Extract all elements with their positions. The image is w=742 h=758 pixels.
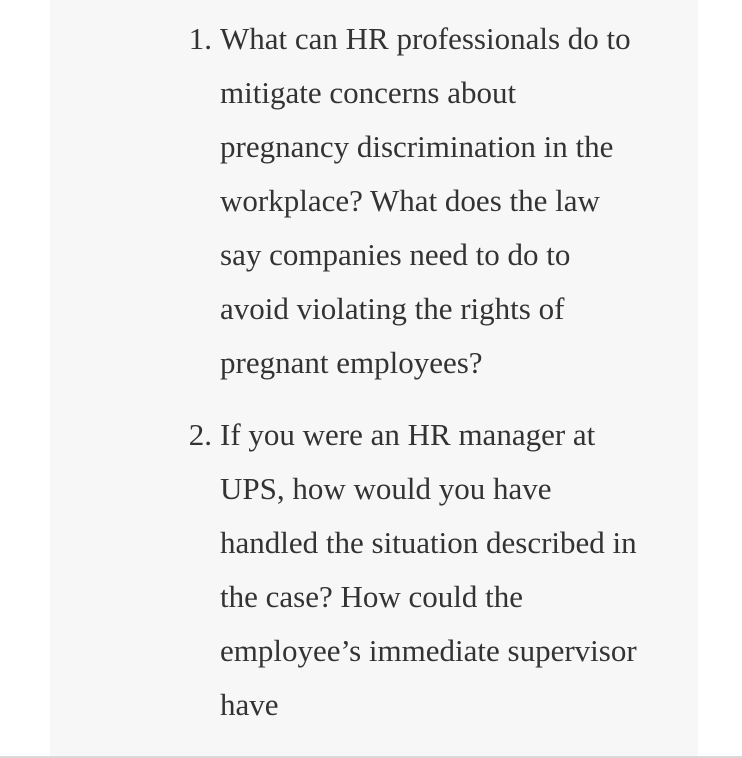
- question-text: What can HR professionals do to mitigate concerns about pregnancy discrimination in the workplace? What does the law say companies need to do to avoid violating the rights of pregnant employees?: [220, 21, 631, 380]
- question-item: [50, 408, 698, 732]
- question-list: [50, 12, 698, 750]
- question-text: If you were an HR manager at UPS, how would you have handled the situation described in the case? How could the employee’s immediate supervisor have: [220, 417, 637, 722]
- question-number: 1.: [188, 21, 212, 56]
- question-number: 2.: [188, 417, 212, 452]
- question-item: [50, 12, 698, 390]
- content-card: [50, 0, 698, 758]
